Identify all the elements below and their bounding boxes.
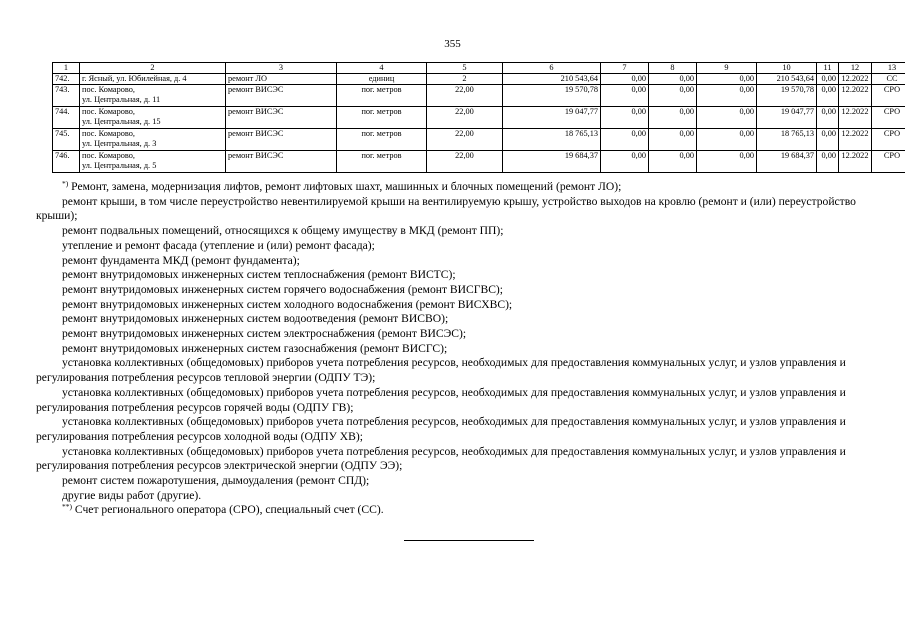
row-number-cell: 743.: [53, 85, 80, 107]
work-type-cell: ремонт ВИСЭС: [226, 129, 337, 151]
header-cell: 6: [503, 63, 601, 74]
cost-cell-11: 0,00: [817, 107, 839, 129]
total-cost-cell: 19 570,78: [503, 85, 601, 107]
footnote-line: [36, 503, 888, 518]
cost-cell-8: 0,00: [649, 107, 697, 129]
header-cell: 2: [80, 63, 226, 74]
footnote-text: установка коллективных (общедомовых) приборов учета потребления ресурсов, необходимых для предоставления коммунальных услуг, и узлов управления и регулирования потребления ресурсов холодной воды (ОДПУ ХВ);: [36, 415, 846, 443]
cost-cell-8: 0,00: [649, 151, 697, 173]
address-line: пос. Комарово,: [82, 85, 135, 94]
completion-date-cell: 12.2022: [839, 129, 872, 151]
table-row: [53, 151, 905, 173]
table-row: [53, 107, 905, 129]
completion-date-cell: 12.2022: [839, 151, 872, 173]
header-cell: 13: [872, 63, 905, 74]
address-line: ул. Центральная, д. 5: [82, 161, 157, 170]
row-number-cell: 746.: [53, 151, 80, 173]
footnote-line: [36, 327, 888, 342]
cost-cell-9: 0,00: [697, 85, 757, 107]
footnote-line: [36, 195, 888, 224]
address-line: ул. Центральная, д. 15: [82, 117, 161, 126]
cost-cell-11: 0,00: [817, 151, 839, 173]
completion-date-cell: 12.2022: [839, 85, 872, 107]
footnote-text: ремонт внутридомовых инженерных систем газоснабжения (ремонт ВИСГС);: [62, 341, 448, 355]
footnote-line: [36, 224, 888, 239]
cost-cell-8: 0,00: [649, 85, 697, 107]
footnote-line: [36, 415, 888, 444]
cost-cell-9: 0,00: [697, 151, 757, 173]
cost-cell-7: 0,00: [601, 107, 649, 129]
footnote-text: ремонт фундамента МКД (ремонт фундамента);: [62, 253, 300, 267]
work-type-cell: ремонт ЛО: [226, 74, 337, 85]
address-line: пос. Комарово,: [82, 129, 135, 138]
address-line: пос. Комарово,: [82, 151, 135, 160]
footnote-text: утепление и ремонт фасада (утепление и (или) ремонт фасада);: [62, 238, 375, 252]
footnote-line: [36, 342, 888, 357]
footnote-line: [36, 283, 888, 298]
work-type-cell: ремонт ВИСЭС: [226, 85, 337, 107]
footnote-text: установка коллективных (общедомовых) приборов учета потребления ресурсов, необходимых для предоставления коммунальных услуг, и узлов управления и регулирования потребления ресурсов электрической энергии (ОДПУ ЭЭ);: [36, 444, 846, 473]
footnote-text: ремонт систем пожаротушения, дымоудаления (ремонт СПД);: [62, 474, 370, 488]
footnote-line: [36, 268, 888, 283]
unit-cell: пог. метров: [337, 85, 427, 107]
cost-cell-7: 0,00: [601, 151, 649, 173]
cost-cell-7: 0,00: [601, 85, 649, 107]
account-type-cell: СРО: [872, 151, 905, 173]
cost-cell-10: 210 543,64: [757, 74, 817, 85]
work-type-cell: ремонт ВИСЭС: [226, 107, 337, 129]
cost-cell-8: 0,00: [649, 74, 697, 85]
address-cell: [80, 85, 226, 107]
cost-cell-11: 0,00: [817, 129, 839, 151]
row-number-cell: 744.: [53, 107, 80, 129]
header-cell: 11: [817, 63, 839, 74]
footnote-line: [36, 312, 888, 327]
footnote-line: [36, 239, 888, 254]
quantity-cell: 22,00: [427, 85, 503, 107]
address-line: пос. Комарово,: [82, 107, 135, 116]
unit-cell: единиц: [337, 74, 427, 85]
cost-cell-10: 18 765,13: [757, 129, 817, 151]
footnote-text: ремонт внутридомовых инженерных систем горячего водоснабжения (ремонт ВИСГВС);: [62, 282, 504, 296]
unit-cell: пог. метров: [337, 151, 427, 173]
address-cell: [80, 129, 226, 151]
footnote-line: [36, 386, 888, 415]
quantity-cell: 22,00: [427, 129, 503, 151]
cost-cell-10: 19 047,77: [757, 107, 817, 129]
account-type-cell: СРО: [872, 107, 905, 129]
unit-cell: пог. метров: [337, 129, 427, 151]
footnote-line: [36, 474, 888, 489]
footnote-line: [36, 445, 888, 474]
footnote-marker: **): [62, 502, 72, 512]
header-cell: 12: [839, 63, 872, 74]
address-cell: [80, 151, 226, 173]
header-cell: 7: [601, 63, 649, 74]
page-number: 355: [444, 38, 461, 50]
table-row: [53, 129, 905, 151]
footnote-text: ремонт крыши, в том числе переустройство невентилируемой крыши на вентилируемую крышу, устройство выходов на кровлю (ремонт и (или) переустройство крыши);: [36, 194, 856, 223]
work-type-cell: ремонт ВИСЭС: [226, 151, 337, 173]
footnote-text: ремонт внутридомовых инженерных систем холодного водоснабжения (ремонт ВИСХВС);: [62, 297, 513, 311]
cost-cell-9: 0,00: [697, 74, 757, 85]
repair-register-table: [52, 62, 905, 173]
table-row: [53, 74, 905, 85]
header-cell: 3: [226, 63, 337, 74]
cost-cell-8: 0,00: [649, 129, 697, 151]
footnotes: [36, 180, 888, 518]
quantity-cell: 22,00: [427, 151, 503, 173]
column-number-header-row: [53, 63, 905, 74]
footnote-text: ремонт внутридомовых инженерных систем водоотведения (ремонт ВИСВО);: [62, 312, 449, 326]
address-cell: [80, 107, 226, 129]
header-cell: 10: [757, 63, 817, 74]
footnote-text: ремонт подвальных помещений, относящихся к общему имуществу в МКД (ремонт ПП);: [62, 224, 504, 238]
total-cost-cell: 210 543,64: [503, 74, 601, 85]
cost-cell-11: 0,00: [817, 74, 839, 85]
address-line: ул. Центральная, д. 3: [82, 139, 157, 148]
completion-date-cell: 12.2022: [839, 74, 872, 85]
footnote-text: установка коллективных (общедомовых) приборов учета потребления ресурсов, необходимых для предоставления коммунальных услуг, и узлов управления и регулирования потребления ресурсов горячей воды (ОДПУ ГВ);: [36, 385, 846, 414]
account-type-cell: СРО: [872, 85, 905, 107]
header-cell: 8: [649, 63, 697, 74]
header-cell: 1: [53, 63, 80, 74]
address-line: г. Ясный, ул. Юбилейная, д. 4: [82, 74, 187, 83]
cost-cell-10: 19 570,78: [757, 85, 817, 107]
row-number-cell: 742.: [53, 74, 80, 85]
header-cell: 5: [427, 63, 503, 74]
cost-cell-11: 0,00: [817, 85, 839, 107]
cost-cell-9: 0,00: [697, 129, 757, 151]
footnote-line: [36, 254, 888, 269]
total-cost-cell: 19 047,77: [503, 107, 601, 129]
address-cell: [80, 74, 226, 85]
footnote-text: ремонт внутридомовых инженерных систем теплоснабжения (ремонт ВИСТС);: [62, 268, 456, 282]
address-line: ул. Центральная, д. 11: [82, 95, 161, 104]
separator-line: [404, 540, 534, 541]
cost-cell-7: 0,00: [601, 74, 649, 85]
footnote-marker: *): [62, 179, 69, 188]
footnote-line: [36, 489, 888, 504]
footnote-text: другие виды работ (другие).: [62, 488, 202, 502]
completion-date-cell: 12.2022: [839, 107, 872, 129]
footnote-line: [36, 180, 888, 195]
footnote-text: установка коллективных (общедомовых) приборов учета потребления ресурсов, необходимых для предоставления коммунальных услуг, и узлов управления и регулирования потребления ресурсов тепловой энергии (ОДПУ ТЭ);: [36, 356, 846, 385]
footnote-text: Счет регионального оператора (СРО), специальный счет (СС).: [72, 503, 384, 517]
account-type-cell: СРО: [872, 129, 905, 151]
footnote-text: Ремонт, замена, модернизация лифтов, ремонт лифтовых шахт, машинных и блочных помещений (ремонт ЛО);: [68, 180, 622, 193]
cost-cell-9: 0,00: [697, 107, 757, 129]
header-cell: 9: [697, 63, 757, 74]
total-cost-cell: 19 684,37: [503, 151, 601, 173]
footnote-text: ремонт внутридомовых инженерных систем электроснабжения (ремонт ВИСЭС);: [62, 327, 467, 341]
cost-cell-10: 19 684,37: [757, 151, 817, 173]
header-cell: 4: [337, 63, 427, 74]
unit-cell: пог. метров: [337, 107, 427, 129]
cost-cell-7: 0,00: [601, 129, 649, 151]
footnote-line: [36, 356, 888, 385]
account-type-cell: СС: [872, 74, 905, 85]
quantity-cell: 2: [427, 74, 503, 85]
total-cost-cell: 18 765,13: [503, 129, 601, 151]
quantity-cell: 22,00: [427, 107, 503, 129]
table-row: [53, 85, 905, 107]
row-number-cell: 745.: [53, 129, 80, 151]
footnote-line: [36, 298, 888, 313]
